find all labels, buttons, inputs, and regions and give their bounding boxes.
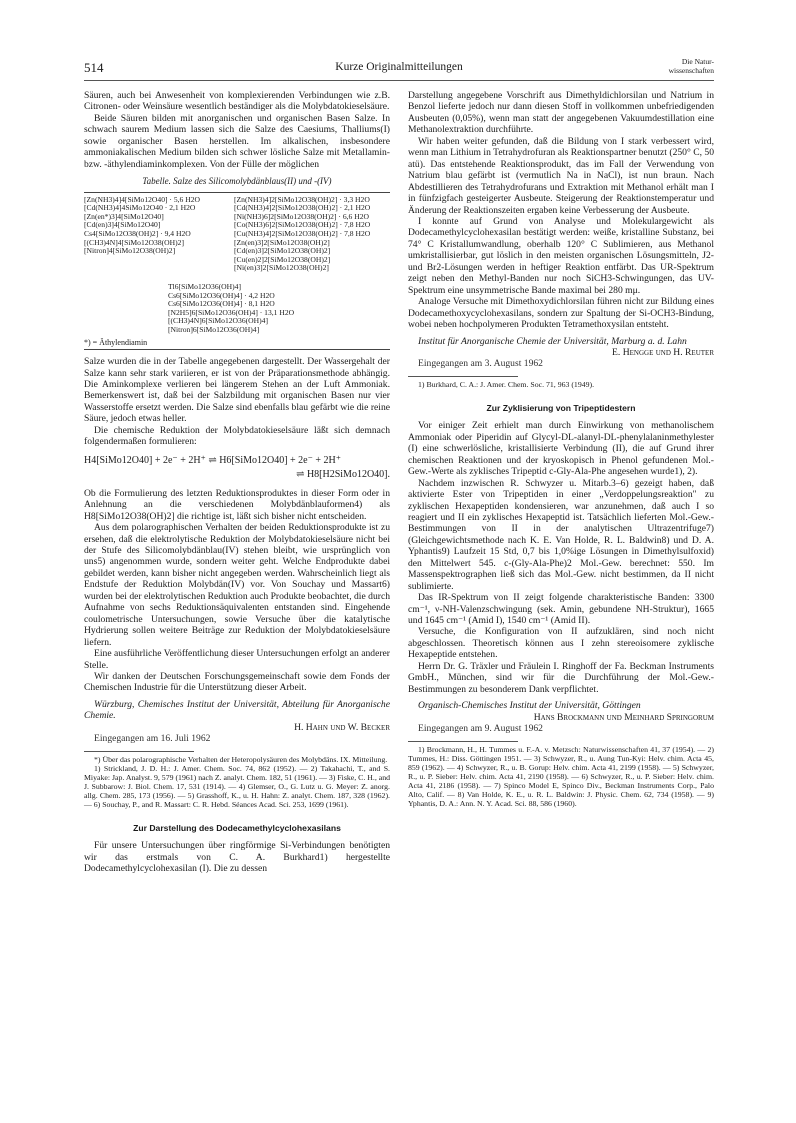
footnote: 1) Strickland, J. D. H.: J. Amer. Chem. Soc. 74, 862 (1952). — 2) Takahachi, T., and S. Miyake: Jap. Analyst. 9, 579 (1961) nach Z. analyt. Chem. 182, 51 (1961). — 3) Fiske, C. H., and J. Subbarow: J. Biol. Chem. 17, 531 (1914). — 4) Glemser, O., G. Lutz u. G. Meyer: Z. anorg. allg. Chem. 285, 173 (1956). — 5) Grasshoff, K., u. H. Hahn: Z. analyt. Chem. 187, 328 (1962). — 6) Souchay, P., and R. Massart: C. R. Hebd. Séances Acad. Sci. 253, 1699 (1961). bbox=[84, 763, 390, 809]
affiliation: Institut für Anorganische Chemie der Universität, Marburg a. d. Lahn bbox=[418, 335, 687, 347]
table-footnote: *) = Äthylendiamin bbox=[84, 337, 148, 347]
table-column-2 bbox=[234, 196, 390, 273]
table-cell: [Cd(NH3)4]4SiMo12O40 · 2,1 H2O bbox=[84, 203, 196, 213]
paragraph: Herrn Dr. G. Träxler und Fräulein I. Ringhoff der Fa. Beckman Instruments GmbH., München, sind wir für die Durchführung der Mol.-Gew.-Bestimmungen zu besonderem Dank verpflichtet. bbox=[408, 660, 714, 695]
footnote: 1) Brockmann, H., H. Tummes u. F.-A. v. Metzsch: Naturwissenschaften 41, 37 (1954). — 2) Tummes, H.: Diss. Göttingen 1951. — 3) Schwyzer, R., u. Aung Tun-Kyi: Helv. chim. Acta 45, 859 (1962). — 4) Schwyzer, R., u. B. Gorup: Helv. chim. Acta 41, 2199 (1958). — 5) Schwyzer, R., u. P. Sieber: Helv. chim. Acta 41, 2190 (1958). — 6) Schwyzer, R., u. P. Sieber: Helv. chim. Acta 41, 2186 (1958). — 7) Spinco Model E, Spinco Div., Beckman Instruments Corp., Palo Alto, Calif. — 8) Van Holde, K. E., u. R. L. Baldwin: J. Physic. Chem. 62, 734 (1958). — 9) Yphantis, D. A.: Ann. N. Y. Acad. Sci. 88, 586 (1960). bbox=[408, 744, 714, 808]
authors: H. Hahn und W. Becker bbox=[294, 721, 390, 733]
footnotes bbox=[408, 380, 714, 389]
received-date: Eingegangen am 3. August 1962 bbox=[418, 358, 543, 370]
paragraph: Wir danken der Deutschen Forschungsgemeinschaft sowie dem Fonds der Chemischen Industrie für die Unterstützung dieser Arbeit. bbox=[84, 671, 390, 694]
paragraph: Analoge Versuche mit Dimethoxydichlorsilan führen nicht zur Bildung eines Dodecamethoxycyclohexasilans, sondern zur Spaltung der Si-OCH3-Bindung, wobei neben hochpolymeren Produkten Tetramethoxysilan entsteht. bbox=[408, 296, 714, 331]
paragraph: Säuren, auch bei Anwesenheit von komplexierenden Verbindungen wie z.B. Citronen- oder Weinsäure wesentlich beständiger als die Molybdatokieselsäure. bbox=[84, 90, 390, 113]
equation-line-1: H4[SiMo12O40] + 2e⁻ + 2H⁺ ⇌ H6[SiMo12O40] + 2e⁻ + 2H⁺ bbox=[84, 454, 342, 466]
table-cell: [Ni(NH3)6]2[SiMo12O38(OH)2] · 6,6 H2O bbox=[234, 211, 369, 221]
paragraph: Das IR-Spektrum von II zeigt folgende charakteristische Banden: 3300 cm⁻¹, ν-NH-Valenzschwingung (sek. Amin, gebundene NH-Struktur), 1665 und 1645 cm⁻¹ (Amid I), 1540 cm⁻¹ (Amid II). bbox=[408, 592, 714, 627]
table-cell: [Cd(en)3]2[SiMo12O38(OH)2] bbox=[234, 246, 331, 256]
table-cell: [(CH3)4N]4[SiMo12O38(OH)2] bbox=[84, 237, 184, 247]
footnotes bbox=[84, 755, 390, 809]
page-header bbox=[84, 58, 714, 81]
table-column-3 bbox=[84, 283, 390, 335]
left-column bbox=[84, 90, 390, 875]
journal-section: Kurze Originalmitteilungen bbox=[335, 61, 463, 73]
table-cell: [Zn(en*)3]4[SiMo12O40] bbox=[84, 211, 164, 221]
table-caption: Tabelle. Salze des Silicomolybdänblaus(II) und -(IV) bbox=[142, 176, 332, 187]
table-cell: Cs4[SiMo12O38(OH)2] · 9,4 H2O bbox=[84, 229, 191, 238]
paragraph: Die chemische Reduktion der Molybdatokieselsäure läßt sich demnach folgendermaßen formulieren: bbox=[84, 424, 390, 448]
equation-line-2: ⇌ H8[H2SiMo12O40]. bbox=[296, 468, 390, 480]
paragraph: Beide Säuren bilden mit anorganischen und organischen Basen Salze. In schwach saurem Medium lassen sich die Salze des Caesiums, Thalliums(I) sowie organischer Basen herstellen. Im alkalischen, insbesondere ammoniakalischen Medium bilden sich schwer lösliche Salze mit Metallamin- bzw. -äthylendiaminkomplexen. Von der Fülle der möglichen bbox=[84, 112, 390, 170]
table-cell: [Cu(en)2]2[SiMo12O38(OH)2] bbox=[234, 254, 331, 264]
table-cell: [Cd(NH3)4]2[SiMo12O38(OH)2] · 2,1 H2O bbox=[234, 203, 371, 213]
footnote: *) Über das polarographische Verhalten der Heteropolysäuren des Molybdäns. IX. Mitteilung. bbox=[94, 754, 388, 764]
authors: E. Hengge und H. Reuter bbox=[612, 346, 714, 358]
paragraph: I konnte auf Grund von Analyse und Molekulargewicht als Dodecamethylcyclohexasilan bestätigt werden: weiße, kristalline Substanz, bei 74° C Kristallumwandlung, oberhalb 120° C Sublimieren, aus Methanol umkristallisierbar, gut löslich in den meisten organischen Lösungsmitteln, J2- und Br2-Lösungen werden in heftiger Reaktion entfärbt. Das UR-Spektrum zeigt neben den Methyl-Banden nur noch SiCH3-Schwingungen, das UV-Spektrum eine unsymmetrische Bande maximal bei 280 mμ. bbox=[408, 215, 714, 296]
received-date: Eingegangen am 16. Juli 1962 bbox=[94, 733, 211, 745]
authors: Hans Brockmann und Meinhard Springorum bbox=[533, 711, 714, 723]
table-cell: [Zn(NH3)4]2[SiMo12O38(OH)2] · 3,3 H2O bbox=[234, 194, 370, 204]
table-cell: [Nitron]6[SiMo12O36(OH)4] bbox=[168, 324, 260, 334]
table-cell: Cs6[SiMo12O36(OH)4] · 8,1 H2O bbox=[168, 299, 275, 309]
salt-table bbox=[84, 192, 390, 351]
paragraph: Aus dem polarographischen Verhalten der beiden Reduktionsprodukte ist zu ersehen, daß die elektrolytische Reduktion der Molybdatokieselsäure nicht bei der Stufe des Silicomolybdänblau(IV) stehen bleibt, wie ursprünglich von uns5) angenommen wurde, sondern weiter geht. Welche Endprodukte dabei gebildet werden, kann bisher nicht angegeben werden. Wahrscheinlich liegt als Endstufe der Reduktion Molybdän(IV) vor. Von Souchay und Massart6) wurden bei der elektrolytischen Reduktion auch Produkte beobachtet, die durch Aufnahme von sechs Reduktionsäquivalenten entstanden sind. Eingehende coulometrische Untersuchungen, sowie Versuche über die katalytische Hydrierung sollen weitere Beiträge zur Reduktion der Molybdatokieselsäure liefern. bbox=[84, 522, 390, 648]
footnotes bbox=[408, 745, 714, 808]
paragraph: Versuche, die Konfiguration von II aufzuklären, sind noch nicht abgeschlossen. Theoretisch können aus I zehn stereoisomere zyklische Hexapeptide entstehen. bbox=[408, 626, 714, 661]
paragraph: Darstellung angegebene Vorschrift aus Dimethyldichlorsilan und Natrium in Benzol lieferte jedoch nur dann diesen Stoff in vollkommen unbefriedigenden Ausbeuten (0,05%), wenn man statt der angegebenen Vakuumdestillation eine Methanolextraktion durchführte. bbox=[408, 90, 714, 136]
right-column bbox=[408, 90, 714, 808]
table-cell: [Ni(en)3]2[SiMo12O38(OH)2] bbox=[234, 263, 329, 273]
table-cell: Cs6[SiMo12O36(OH)4] · 4,2 H2O bbox=[168, 290, 275, 300]
table-cell: [Co(NH3)6]2[SiMo12O38(OH)2] · 7,8 H2O bbox=[234, 220, 371, 230]
affiliation: Würzburg, Chemisches Institut der Universität, Abteilung für Anorganische Chemie. bbox=[84, 698, 390, 722]
article-heading: Zur Zyklisierung von Tripeptidestern bbox=[486, 402, 636, 413]
article-heading: Zur Darstellung des Dodecamethylcyclohexasilans bbox=[133, 822, 341, 833]
paragraph: Salze wurden die in der Tabelle angegebenen dargestellt. Der Wassergehalt der Salze kann sehr stark variieren, er ist von der Präparationsmethode abhängig. Die Aminkomplexe verlieren bei längerem Stehen an der Luft Ammoniak. Bemerkenswert ist, daß bei der Salzbildung mit organischen Basen nur vier Wasserstoffe ersetzt werden. Die Salze sind ebenfalls blau gefärbt wie die reine Säure, jedoch etwas heller. bbox=[84, 356, 390, 425]
table-cell: [Nitron]4[SiMo12O38(OH)2] bbox=[84, 246, 176, 256]
table-cell: [Cu(NH3)4]2[SiMo12O38(OH)2] · 7,8 H2O bbox=[234, 229, 371, 238]
paragraph: Eine ausführliche Veröffentlichung dieser Untersuchungen erfolgt an anderer Stelle. bbox=[84, 648, 390, 671]
affiliation: Organisch-Chemisches Institut der Universität, Göttingen bbox=[418, 700, 641, 712]
received-date: Eingegangen am 9. August 1962 bbox=[418, 723, 543, 735]
footnote: 1) Burkhard, C. A.: J. Amer. Chem. Soc. 71, 963 (1949). bbox=[418, 379, 595, 389]
paragraph: Nachdem inzwischen R. Schwyzer u. Mitarb.3–6) gezeigt haben, daß aktivierte Ester von Tripeptiden in einer „Verdoppelungsreaktion" zu zyklischen Hexapeptiden kondensieren, war anzunehmen, daß auch I so reagiert und II ein zyklisches Hexapeptid ist. Tatsächlich lieferten Mol.-Gew.-Bestimmungen von II in der analytischen Ultrazentrifuge7) (Gleichgewichtsmethode nach K. E. Van Holde, R. L. Baldwin8) und D. A. Yphantis9) Laufzeit 15 Std, 0,7 bis 1,0%ige Lösungen in Dimethylsulfoxid) den Mittelwert 545. c-(Gly-Ala-Phe)2 Mol.-Gew. berechnet: 550. Im Massenspektrographen ließ sich das Mol.-Gew. nicht bestimmen, da II nicht sublimierte. bbox=[408, 477, 714, 592]
table-cell: [(CH3)4N]6[SiMo12O36(OH)4] bbox=[168, 316, 268, 326]
paragraph: Für unsere Untersuchungen über ringförmige Si-Verbindungen benötigten wir das erstmals von C. A. Burkhard1) hergestellte Dodecamethylcyclohexasilan (I). Die zu dessen bbox=[84, 840, 390, 875]
table-cell: [Zn(en)3]2[SiMo12O38(OH)2] bbox=[234, 237, 330, 247]
paragraph: Wir haben weiter gefunden, daß die Bildung von I stark verbessert wird, wenn man Lithium in Tetrahydrofuran als Reaktionspartner benutzt (250° C, 50 atü). Das entstehende Reaktionsprodukt, das im Fall der Verwendung von Natrium blau gefärbt ist (vermutlich Na in NaCl), ist nun braun. Nach Abdestillieren des Tetrahydrofurans und Extraktion mit Methanol erhält man I in fünfzigfach gesteigerter Ausbeute. Steigerung der Reaktionstemperatur und Änderung der Reaktionszeiten ergaben keine Verbesserung der Ausbeute. bbox=[408, 135, 714, 216]
reduction-equation bbox=[84, 454, 390, 482]
page-number: 514 bbox=[84, 60, 104, 75]
paragraph: Ob die Formulierung des letzten Reduktionsproduktes in dieser Form oder in Anlehnung an die verschiedenen Molybdänblauformen4) als H8[SiMo12O38(OH)2] die richtige ist, läßt sich bisher nicht entscheiden. bbox=[84, 487, 390, 522]
paragraph: Vor einiger Zeit erhielt man durch Einwirkung von methanolischem Ammoniak oder Piperidin auf Glycyl-DL-alanyl-DL-phenylalaninmethylester (I) eine schwerlösliche, kristallisierte Verbindung (II), die auf Grund ihrer chemischen Reaktionen und der kryoskopisch in Phenol gefundenen Mol.-Gew.-Werte als zyklisches Tripeptid c-Gly-Ala-Phe angesehen wurde1), 2). bbox=[408, 420, 714, 478]
journal-name: Die Natur- wissenschaften bbox=[668, 57, 714, 75]
table-cell: [Zn(NH3)4]4[SiMo12O40] · 5,6 H2O bbox=[84, 194, 201, 204]
table-cell: Tl6[SiMo12O36(OH)4] bbox=[168, 281, 241, 291]
table-cell: [N2H5]6[SiMo12O36(OH)4] · 13,1 H2O bbox=[168, 307, 295, 317]
table-cell: [Cd(en)3]4[SiMo12O40] bbox=[84, 220, 161, 230]
table-column-1 bbox=[84, 196, 234, 273]
